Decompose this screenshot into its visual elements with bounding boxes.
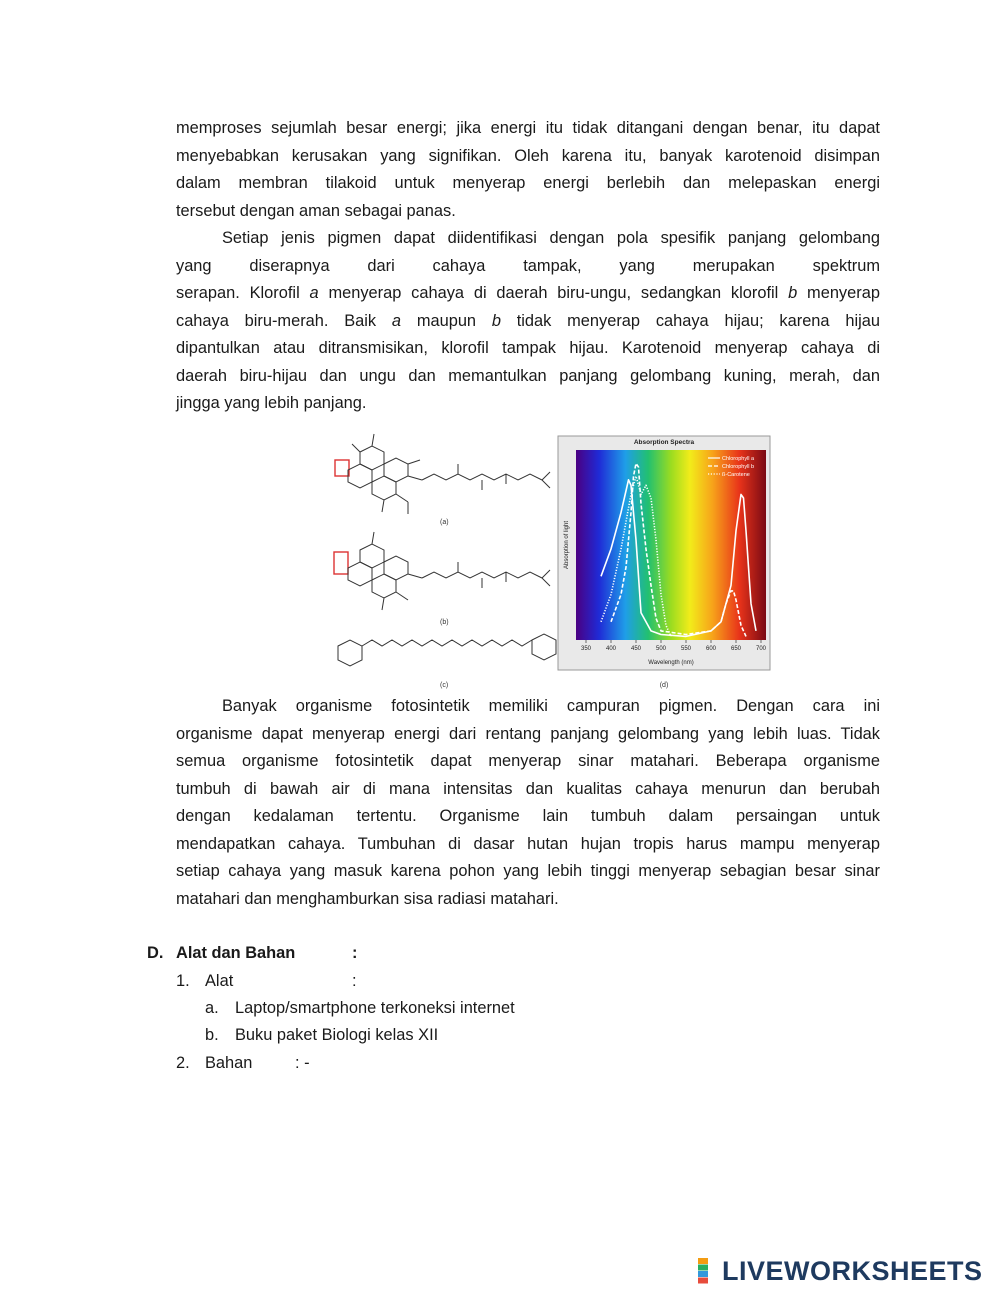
subitem-letter: b. (205, 1026, 219, 1044)
paragraph-line: daerah biru-hijau dan ungu dan memantulkan panjang gelombang kuning, merah, dan (176, 366, 880, 385)
paragraph-line: dipantulkan atau ditransmisikan, klorofil tampak hijau. Karotenoid menyerap cahaya di (176, 339, 880, 357)
subitem-text: Laptop/smartphone terkoneksi internet (235, 999, 515, 1017)
item-number: 2. (176, 1054, 190, 1072)
panel-label-c: (c) (440, 682, 449, 689)
paragraph-1 (176, 115, 880, 225)
paragraph-line: organisme dapat menyerap energi dari rentang panjang gelombang yang lebih luas. Tidak (176, 724, 880, 743)
x-tick-label: 650 (730, 646, 742, 652)
paragraph-line: dalam membran tilakoid untuk menyerap energi berlebih dan melepaskan energi (176, 174, 880, 192)
paragraph-line: serapan. Klorofil a menyerap cahaya di daerah biru-ungu, sedangkan klorofil b menyerap (176, 284, 880, 302)
liveworksheets-logo (698, 1255, 983, 1287)
section-colon: : (352, 944, 358, 962)
paragraph-line: dengan kedalaman tertentu. Organisme lain tumbuh dalam persaingan untuk (176, 807, 880, 825)
item-separator: : - (295, 1054, 310, 1072)
section-letter: D. (147, 944, 164, 962)
paragraph-3 (176, 693, 880, 913)
paragraph-line: matahari dan menghamburkan sisa radiasi matahari. (176, 889, 559, 908)
x-tick-label: 600 (705, 646, 717, 652)
chart-title: Absorption Spectra (633, 439, 695, 446)
x-tick-label: 450 (630, 646, 642, 652)
panel-label-d: (d) (659, 682, 669, 689)
paragraph-line: tumbuh di bawah air di mana intensitas dan kualitas cahaya menurun dan berubah (176, 779, 880, 798)
subitem-text: Buku paket Biologi kelas XII (235, 1026, 439, 1044)
paragraph-line: semua organisme fotosintetik dapat menyerap sinar matahari. Beberapa organisme (176, 752, 880, 770)
x-tick-label: 400 (605, 646, 617, 652)
item-label-bahan: Bahan (205, 1054, 253, 1072)
paragraph-2 (176, 225, 880, 418)
y-axis-label: Absorption of light (564, 520, 570, 570)
subitem-letter: a. (205, 999, 219, 1017)
panel-label-a: (a) (440, 519, 449, 526)
x-tick-label: 700 (755, 646, 767, 652)
paragraph-line: cahaya biru-merah. Baik a maupun b tidak menyerap cahaya hijau; karena hijau (176, 311, 880, 330)
chlorophyll-a-structure (335, 434, 550, 514)
section-title: Alat dan Bahan (176, 944, 296, 962)
x-axis-label: Wavelength (nm) (648, 660, 694, 666)
paragraph-line: setiap cahaya yang masuk karena pohon yang lebih tinggi menyerap sebagian besar sinar (176, 862, 880, 880)
paragraph-line: Setiap jenis pigmen dapat diidentifikasi dengan pola spesifik panjang gelombang (222, 229, 880, 247)
legend-label: Chlorophyll a (722, 456, 755, 462)
item-number: 1. (176, 972, 190, 990)
item-label-alat: Alat (205, 972, 234, 990)
paragraph-line: yang diserapnya dari cahaya tampak, yang merupakan spektrum (176, 256, 880, 275)
absorption-chart (558, 436, 770, 670)
beta-carotene-structure (338, 634, 556, 666)
panel-label-b: (b) (440, 619, 449, 626)
paragraph-line: memproses sejumlah besar energi; jika energi itu tidak ditangani dengan benar, itu dapat (176, 119, 880, 137)
logo-badge-icon (698, 1258, 722, 1284)
pigment-figure (330, 432, 780, 694)
paragraph-line: jingga yang lebih panjang. (176, 394, 367, 412)
paragraph-line: menyebabkan kerusakan yang signifikan. Oleh karena itu, banyak karotenoid disimpan (176, 146, 880, 165)
paragraph-line: Banyak organisme fotosintetik memiliki campuran pigmen. Dengan cara ini (222, 697, 880, 715)
paragraph-line: mendapatkan cahaya. Tumbuhan di dasar hutan hujan tropis harus mampu menyerap (176, 834, 880, 853)
legend-label: Chlorophyll b (722, 464, 755, 470)
x-tick-label: 500 (655, 646, 667, 652)
figure-svg (330, 432, 780, 694)
chlorophyll-b-structure (334, 532, 550, 610)
item-separator: : (352, 972, 357, 990)
x-tick-label: 350 (580, 646, 592, 652)
paragraph-line: tersebut dengan aman sebagai panas. (176, 201, 456, 220)
legend-label: ß-Carotene (722, 472, 750, 478)
logo-text: LIVEWORKSHEETS (722, 1255, 983, 1286)
x-tick-label: 550 (680, 646, 692, 652)
